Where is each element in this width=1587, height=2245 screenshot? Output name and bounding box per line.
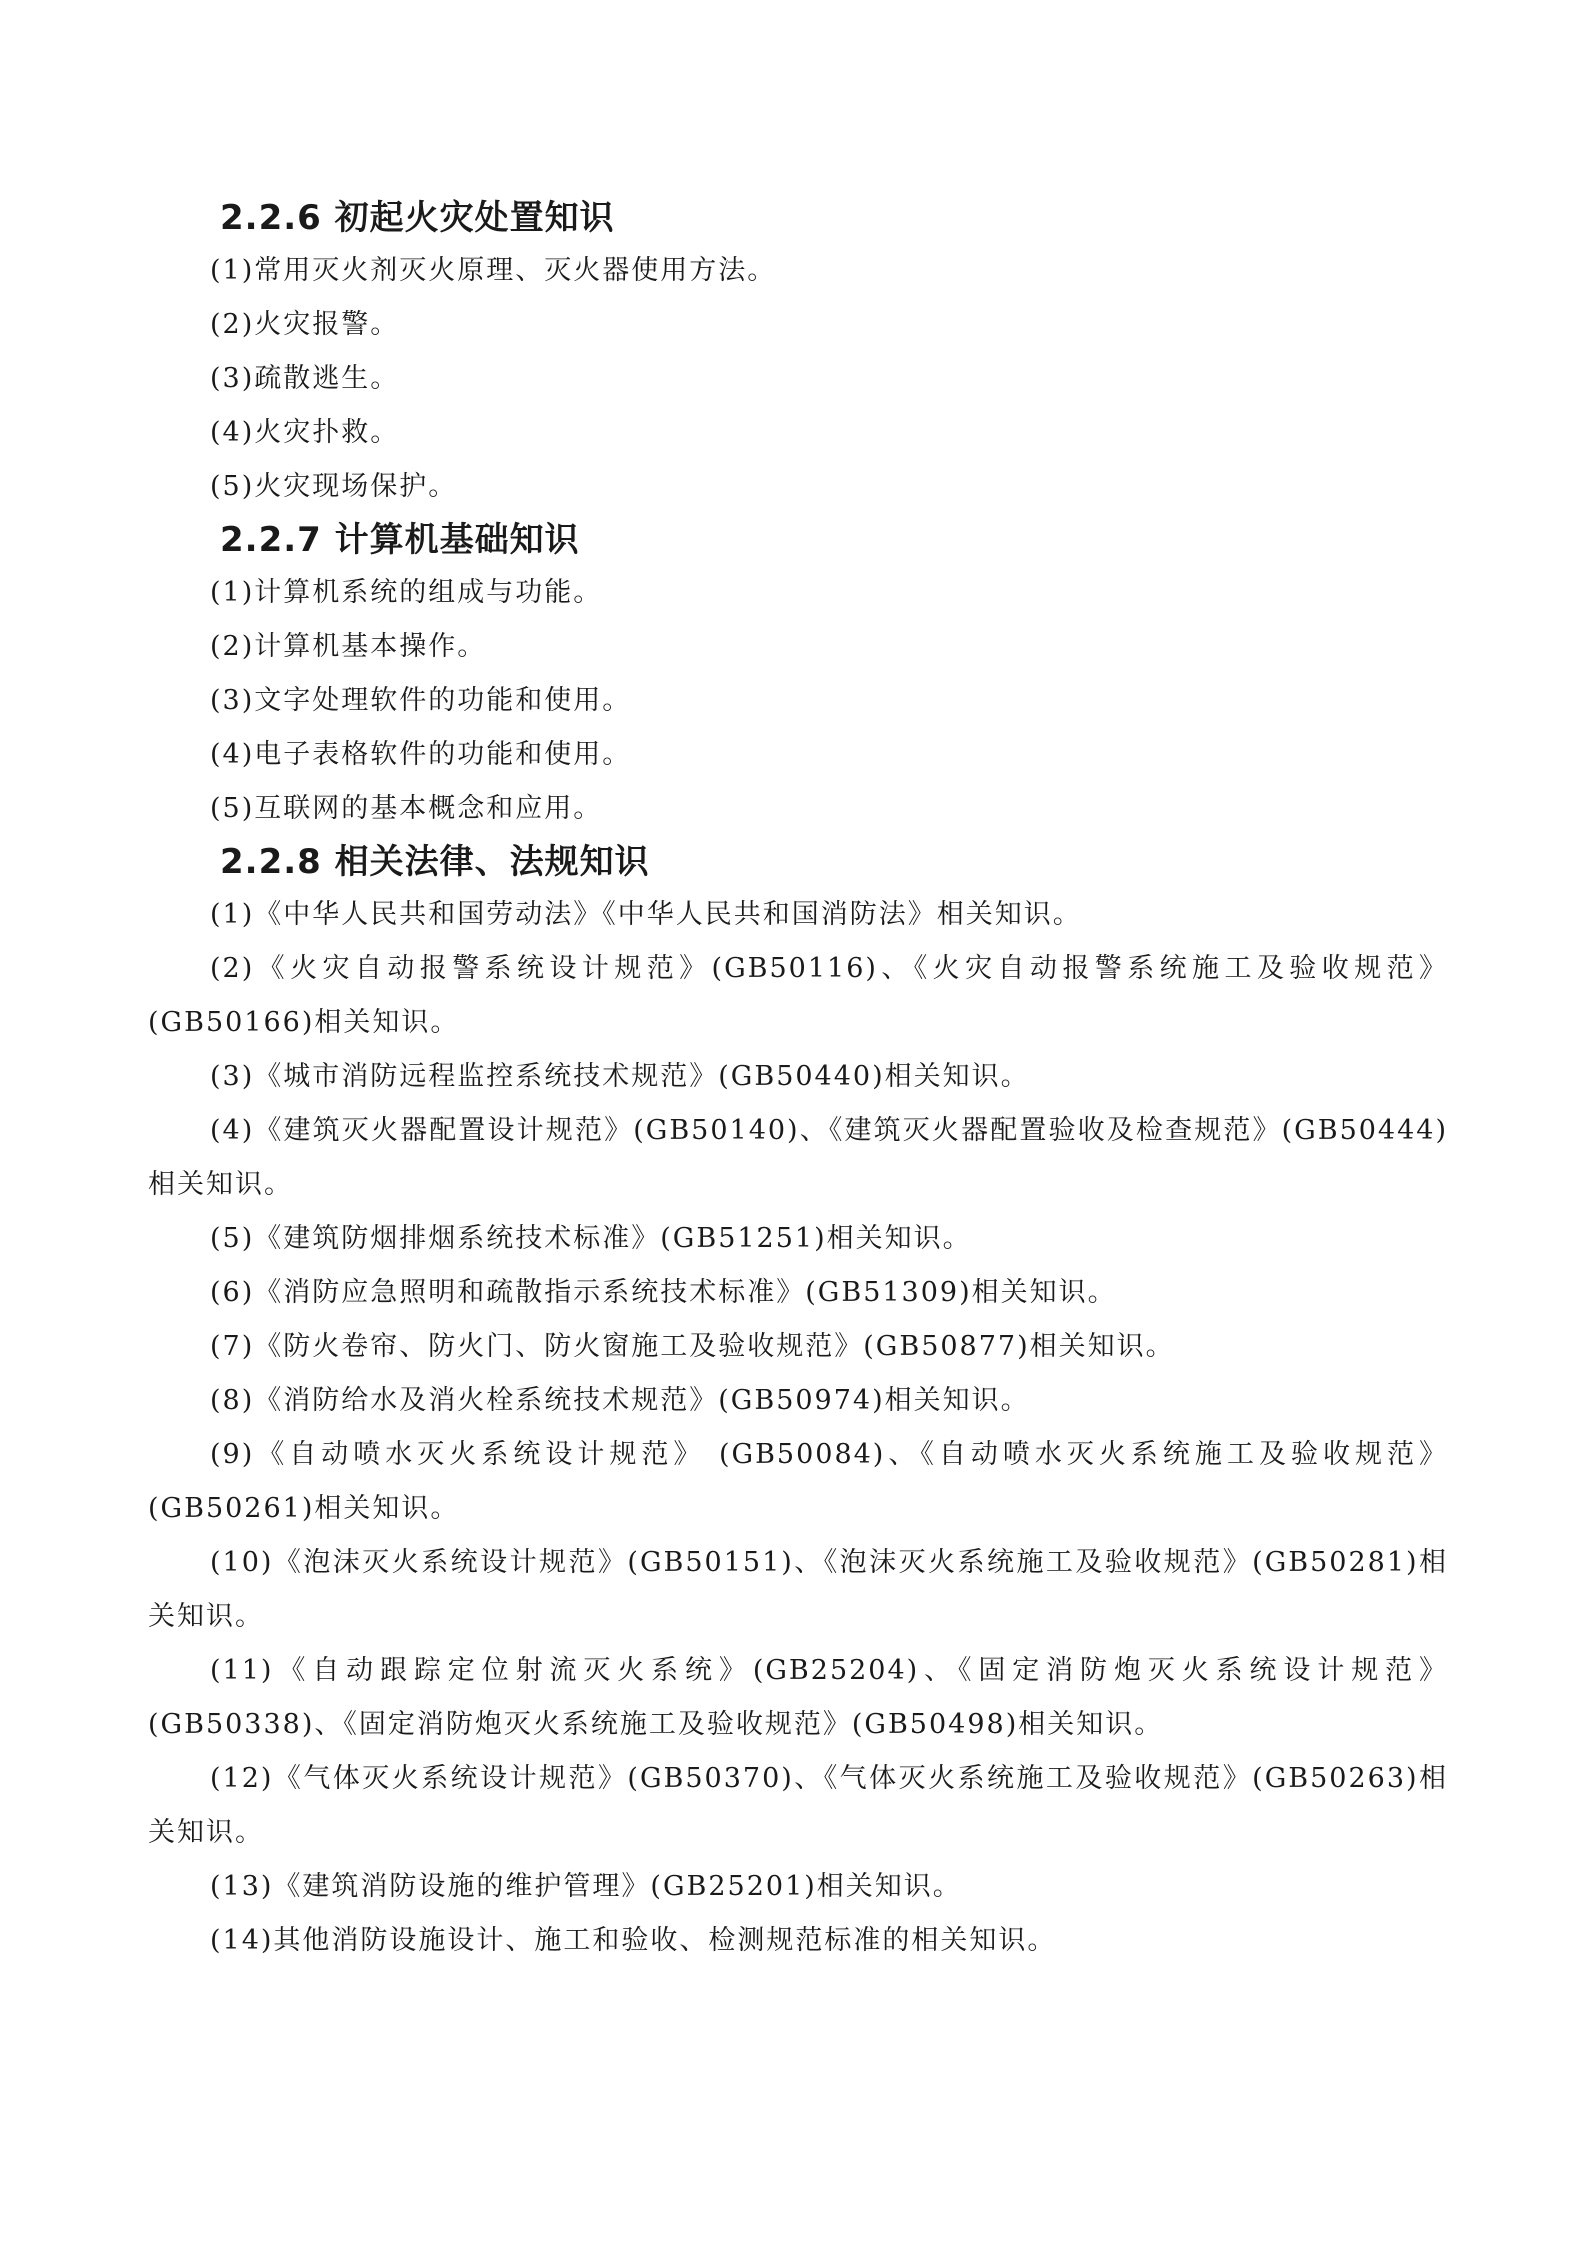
section-heading: 2.2.6 初起火灾处置知识 <box>220 198 615 238</box>
list-item: (2)计算机基本操作。 <box>210 631 487 662</box>
document-page <box>148 192 1448 1968</box>
list-item: (5)《建筑防烟排烟系统技术标准》(GB51251)相关知识。 <box>210 1223 972 1254</box>
section-heading: 2.2.7 计算机基础知识 <box>220 520 580 560</box>
list-item: (6)《消防应急照明和疏散指示系统技术标准》(GB51309)相关知识。 <box>210 1277 1117 1308</box>
list-item: (12)《气体灭火系统设计规范》(GB50370)、《气体灭火系统施工及验收规范》(GB50263)相关知识。 <box>148 1763 1448 1848</box>
list-item: (11)《自动跟踪定位射流灭火系统》(GB25204)、《固定消防炮灭火系统设计规范》(GB50338)、《固定消防炮灭火系统施工及验收规范》(GB50498)相关知识。 <box>148 1655 1448 1740</box>
list-item: (10)《泡沫灭火系统设计规范》(GB50151)、《泡沫灭火系统施工及验收规范》(GB50281)相关知识。 <box>148 1547 1448 1632</box>
section-laws-regulations <box>148 836 1448 1968</box>
list-item: (1)计算机系统的组成与功能。 <box>210 577 603 608</box>
list-item: (3)疏散逃生。 <box>210 363 400 394</box>
list-item: (14)其他消防设施设计、施工和验收、检测规范标准的相关知识。 <box>210 1925 1057 1956</box>
section-initial-fire-handling <box>148 192 1448 514</box>
list-item: (1)《中华人民共和国劳动法》《中华人民共和国消防法》相关知识。 <box>210 899 1082 930</box>
section-heading: 2.2.8 相关法律、法规知识 <box>220 842 650 882</box>
list-item: (4)《建筑灭火器配置设计规范》(GB50140)、《建筑灭火器配置验收及检查规范》(GB50444)相关知识。 <box>148 1115 1448 1200</box>
list-item: (5)火灾现场保护。 <box>210 471 458 502</box>
list-item: (4)电子表格软件的功能和使用。 <box>210 739 632 770</box>
list-item: (9)《自动喷水灭火系统设计规范》 (GB50084)、《自动喷水灭火系统施工及验收规范》(GB50261)相关知识。 <box>148 1439 1448 1524</box>
list-item: (8)《消防给水及消火栓系统技术规范》(GB50974)相关知识。 <box>210 1385 1030 1416</box>
list-item: (1)常用灭火剂灭火原理、灭火器使用方法。 <box>210 255 777 286</box>
list-item: (4)火灾扑救。 <box>210 417 400 448</box>
list-item: (3)文字处理软件的功能和使用。 <box>210 685 632 716</box>
list-item: (2)火灾报警。 <box>210 309 400 340</box>
list-item: (13)《建筑消防设施的维护管理》(GB25201)相关知识。 <box>210 1871 962 1902</box>
list-item: (3)《城市消防远程监控系统技术规范》(GB50440)相关知识。 <box>210 1061 1030 1092</box>
list-item: (5)互联网的基本概念和应用。 <box>210 793 603 824</box>
list-item: (7)《防火卷帘、防火门、防火窗施工及验收规范》(GB50877)相关知识。 <box>210 1331 1175 1362</box>
section-computer-basics <box>148 514 1448 836</box>
list-item: (2)《火灾自动报警系统设计规范》(GB50116)、《火灾自动报警系统施工及验收规范》(GB50166)相关知识。 <box>148 953 1448 1038</box>
